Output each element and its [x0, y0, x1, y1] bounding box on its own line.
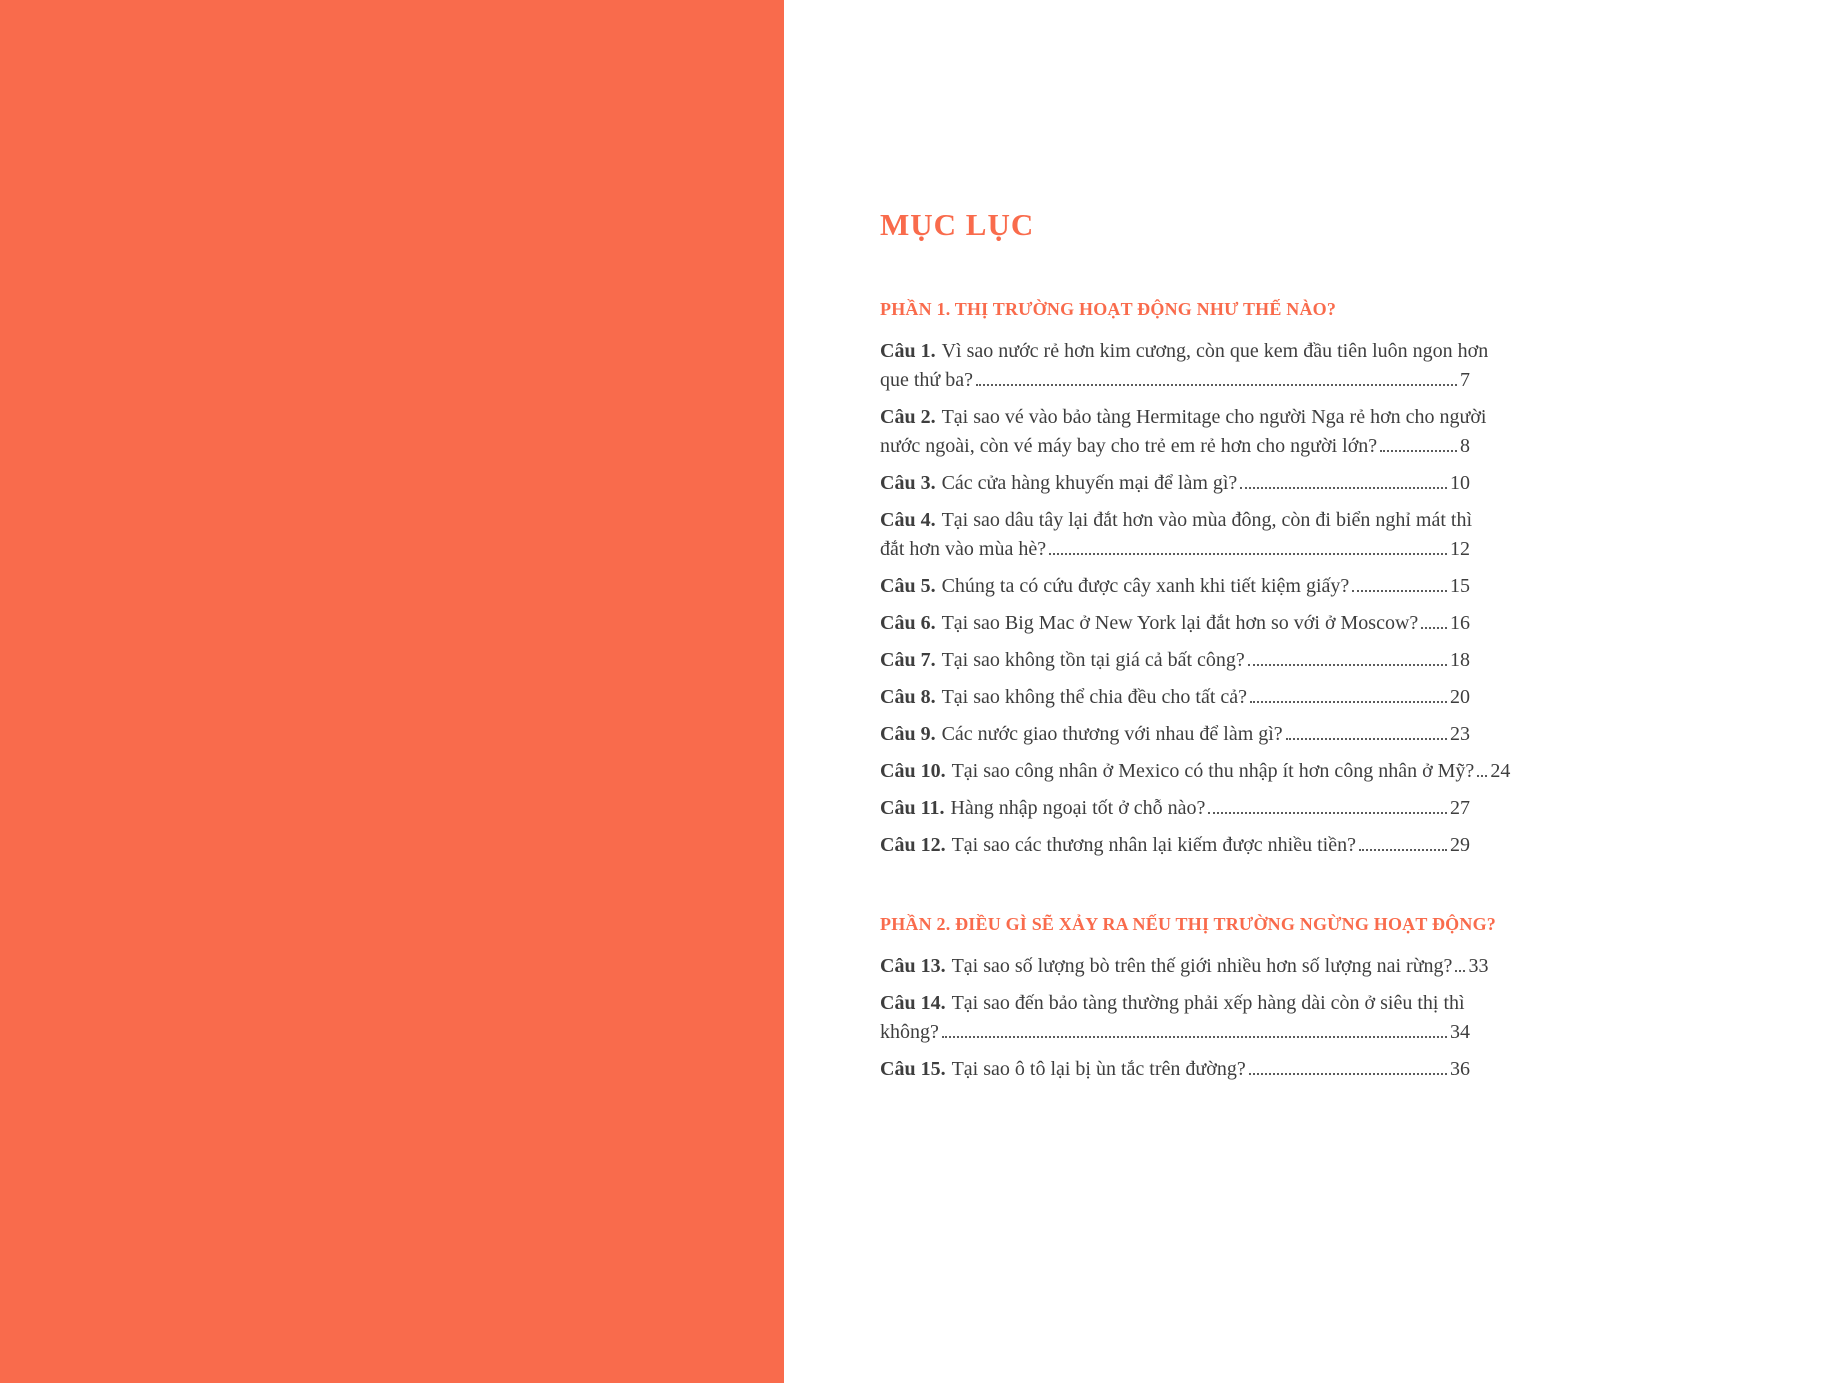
dot-leader [1455, 970, 1465, 972]
toc-entry [880, 952, 1489, 981]
dot-leader [1477, 775, 1487, 777]
dot-leader [1359, 849, 1447, 851]
section-heading: PHẦN 2. ĐIỀU GÌ SẼ XẢY RA NẾU THỊ TRƯỜNG NGỪNG HOẠT ĐỘNG? [880, 914, 1496, 934]
entry-text: Tại sao ô tô lại bị ùn tắc trên đường? [951, 1058, 1246, 1080]
entry-text: Tại sao vé vào bảo tàng Hermitage cho người Nga rẻ hơn cho người [941, 406, 1487, 428]
entry-text: Tại sao số lượng bò trên thế giới nhiều hơn số lượng nai rừng? [951, 955, 1453, 977]
dot-leader [1352, 590, 1447, 592]
dot-leader [976, 384, 1457, 386]
entry-text: không? [880, 1021, 939, 1043]
entry-label: Câu 8. [880, 686, 936, 708]
entry-text: que thứ ba? [880, 369, 974, 391]
page-number: 33 [1468, 955, 1489, 977]
dot-leader [1248, 664, 1447, 666]
entry-line [880, 506, 1473, 535]
entry-line [880, 469, 1470, 498]
dot-leader [1286, 738, 1447, 740]
entry-text: Tại sao đến bảo tàng thường phải xếp hàng dài còn ở siêu thị thì [951, 992, 1465, 1014]
entry-line [880, 794, 1470, 823]
dot-leader [942, 1036, 1447, 1038]
entry-line [880, 720, 1470, 749]
entry-text: Tại sao công nhân ở Mexico có thu nhập ít hơn công nhân ở Mỹ? [951, 760, 1475, 782]
entry-line [880, 535, 1470, 564]
entry-line [880, 757, 1511, 786]
entry-label: Câu 15. [880, 1058, 946, 1080]
toc-section [880, 297, 1511, 860]
entry-text: Chúng ta có cứu được cây xanh khi tiết kiệm giấy? [941, 575, 1350, 597]
entry-line [880, 1018, 1470, 1047]
page-number: 34 [1450, 1021, 1470, 1043]
page-number: 24 [1490, 760, 1511, 782]
entry-line [880, 646, 1470, 675]
toc-entry [880, 403, 1487, 461]
toc-content [880, 0, 1511, 1092]
entry-label: Câu 13. [880, 955, 946, 977]
toc-entry [880, 572, 1470, 601]
page-number: 23 [1450, 723, 1470, 745]
toc-entry [880, 831, 1470, 860]
section-heading: PHẦN 1. THỊ TRƯỜNG HOẠT ĐỘNG NHƯ THẾ NÀO? [880, 299, 1337, 319]
toc-entry [880, 1055, 1470, 1084]
entry-text: Tại sao các thương nhân lại kiếm được nhiều tiền? [951, 834, 1356, 856]
entry-text: đắt hơn vào mùa hè? [880, 538, 1047, 560]
entry-line [880, 989, 1470, 1018]
toc-entry [880, 683, 1470, 712]
entry-label: Câu 4. [880, 509, 936, 531]
entry-line [880, 572, 1470, 601]
toc-entry [880, 989, 1470, 1047]
entry-text: Vì sao nước rẻ hơn kim cương, còn que kem đầu tiên luôn ngon hơn [941, 340, 1489, 362]
entry-label: Câu 1. [880, 340, 936, 362]
toc-entry [880, 609, 1470, 638]
toc-page [784, 0, 1836, 1383]
entry-text: Các cửa hàng khuyến mại để làm gì? [941, 472, 1238, 494]
toc-entry [880, 720, 1470, 749]
page-number: 7 [1460, 369, 1470, 391]
toc-entry [880, 469, 1470, 498]
toc-section [880, 912, 1496, 1084]
entry-label: Câu 7. [880, 649, 936, 671]
entry-text: Tại sao không thể chia đều cho tất cả? [941, 686, 1248, 708]
page-number: 16 [1450, 612, 1470, 634]
entry-line [880, 1055, 1470, 1084]
toc-entry [880, 757, 1511, 786]
page-number: 27 [1450, 797, 1470, 819]
entry-label: Câu 12. [880, 834, 946, 856]
entry-label: Câu 2. [880, 406, 936, 428]
dot-leader [1380, 450, 1457, 452]
entry-text: Hàng nhập ngoại tốt ở chỗ nào? [950, 797, 1206, 819]
dot-leader [1049, 553, 1447, 555]
entry-text: Các nước giao thương với nhau để làm gì? [941, 723, 1283, 745]
entry-label: Câu 6. [880, 612, 936, 634]
entry-line [880, 683, 1470, 712]
page-number: 8 [1460, 435, 1470, 457]
page-number: 15 [1450, 575, 1470, 597]
toc-entry [880, 646, 1470, 675]
entry-text: Tại sao dâu tây lại đắt hơn vào mùa đông, còn đi biển nghỉ mát thì [941, 509, 1473, 531]
entry-line [880, 403, 1487, 432]
entry-label: Câu 14. [880, 992, 946, 1014]
entry-label: Câu 3. [880, 472, 936, 494]
entry-text: Tại sao không tồn tại giá cả bất công? [941, 649, 1245, 671]
dot-leader [1249, 1073, 1447, 1075]
entry-label: Câu 5. [880, 575, 936, 597]
entry-line [880, 432, 1470, 461]
page-number: 18 [1450, 649, 1470, 671]
toc-entry [880, 794, 1470, 823]
dot-leader [1240, 487, 1447, 489]
dot-leader [1250, 701, 1447, 703]
toc-entry [880, 506, 1473, 564]
entry-line [880, 831, 1470, 860]
page-number: 29 [1450, 834, 1470, 856]
entry-text: nước ngoài, còn vé máy bay cho trẻ em rẻ hơn cho người lớn? [880, 435, 1378, 457]
page-number: 20 [1450, 686, 1470, 708]
entry-line [880, 952, 1489, 981]
page-number: 36 [1450, 1058, 1470, 1080]
toc-sections [880, 297, 1511, 1084]
page-number: 10 [1450, 472, 1470, 494]
entry-label: Câu 11. [880, 797, 945, 819]
page-number: 12 [1450, 538, 1470, 560]
entry-line [880, 366, 1470, 395]
toc-entry [880, 337, 1489, 395]
entry-line [880, 609, 1470, 638]
dot-leader [1208, 812, 1447, 814]
entry-text: Tại sao Big Mac ở New York lại đắt hơn so với ở Moscow? [941, 612, 1419, 634]
entry-label: Câu 9. [880, 723, 936, 745]
left-orange-page [0, 0, 784, 1383]
entry-line [880, 337, 1489, 366]
entry-label: Câu 10. [880, 760, 946, 782]
page-title: MỤC LỤC [880, 207, 1035, 242]
dot-leader [1421, 627, 1447, 629]
